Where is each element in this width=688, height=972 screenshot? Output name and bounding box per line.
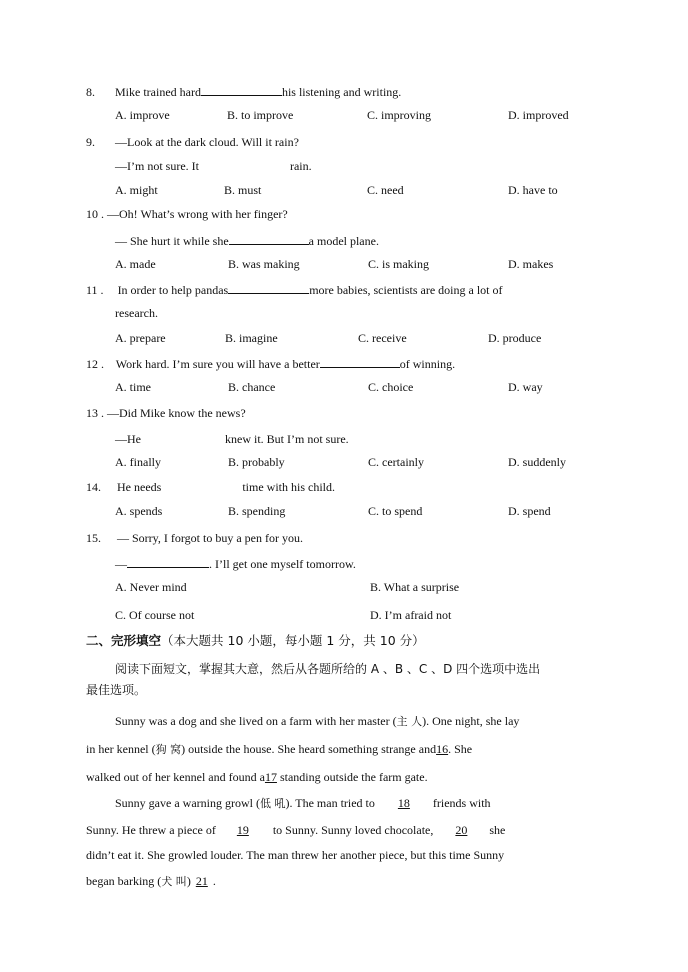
option-d[interactable]: D. produce bbox=[488, 331, 542, 345]
question-number: 15. bbox=[86, 531, 101, 545]
instruction-line1: 阅读下面短文，掌握其大意，然后从各题所给的 A 、B 、C 、D 四个选项中选出 bbox=[115, 662, 541, 676]
blank-18[interactable]: 18 bbox=[397, 796, 410, 810]
question-number: 11 . bbox=[86, 283, 104, 297]
question-number: 14. bbox=[86, 480, 101, 494]
question-text: — bbox=[115, 557, 127, 571]
option-c[interactable]: C. improving bbox=[367, 108, 432, 122]
question-text: —Look at the dark cloud. Will it rain? bbox=[115, 135, 299, 149]
passage-text: ). One night, she lay bbox=[422, 714, 520, 728]
option-b[interactable]: B. must bbox=[224, 183, 262, 197]
option-d[interactable]: D. makes bbox=[508, 257, 554, 271]
answer-blank[interactable] bbox=[229, 233, 309, 245]
question-text: He needs bbox=[117, 480, 162, 494]
passage-text: . She bbox=[448, 742, 473, 756]
question-13-line2 bbox=[115, 432, 349, 446]
question-11 bbox=[86, 282, 503, 297]
question-number: 13 . bbox=[86, 406, 104, 420]
passage-gloss: 犬 叫 bbox=[161, 875, 187, 888]
section-title: 二、完形填空 bbox=[86, 633, 162, 648]
passage-line bbox=[86, 742, 472, 757]
option-d[interactable]: D. I’m afraid not bbox=[370, 608, 452, 622]
option-b[interactable]: B. chance bbox=[228, 380, 276, 394]
blank-20[interactable]: 20 bbox=[455, 823, 468, 837]
option-a[interactable]: A. improve bbox=[115, 108, 170, 122]
passage-text: she bbox=[489, 823, 506, 837]
question-text: In order to help pandas bbox=[117, 283, 229, 297]
question-text: —Did Mike know the news? bbox=[107, 406, 246, 420]
option-a[interactable]: A. made bbox=[115, 257, 156, 271]
option-a[interactable]: A. Never mind bbox=[115, 580, 187, 594]
passage-line: didn’t eat it. She growled louder. The man threw her another piece, but this time Sunny bbox=[86, 848, 505, 862]
blank-19[interactable]: 19 bbox=[236, 823, 249, 837]
question-8 bbox=[86, 84, 401, 99]
option-a[interactable]: A. spends bbox=[115, 504, 163, 518]
question-13 bbox=[86, 406, 246, 420]
question-text: —He bbox=[115, 432, 141, 446]
passage-text: standing outside the farm gate. bbox=[279, 770, 428, 784]
option-c[interactable]: C. receive bbox=[358, 331, 407, 345]
question-number: 10 . bbox=[86, 207, 104, 221]
answer-blank[interactable] bbox=[320, 356, 400, 368]
question-text: Mike trained hard bbox=[115, 85, 201, 99]
question-10-line2 bbox=[115, 233, 379, 248]
question-text: — Sorry, I forgot to buy a pen for you. bbox=[117, 531, 303, 545]
option-c[interactable]: C. is making bbox=[368, 257, 430, 271]
option-d[interactable]: D. way bbox=[508, 380, 543, 394]
option-c[interactable]: C. to spend bbox=[368, 504, 423, 518]
option-a[interactable]: A. prepare bbox=[115, 331, 166, 345]
option-d[interactable]: D. suddenly bbox=[508, 455, 566, 469]
option-d[interactable]: D. improved bbox=[508, 108, 569, 122]
option-b[interactable]: B. probably bbox=[228, 455, 285, 469]
question-15-line2 bbox=[115, 556, 356, 571]
question-text: rain. bbox=[289, 159, 312, 173]
passage-text: Sunny was a dog and she lived on a farm with her master ( bbox=[115, 714, 397, 728]
passage-text: ). The man tried to bbox=[285, 796, 375, 810]
option-d[interactable]: D. have to bbox=[508, 183, 558, 197]
question-11-cont: research. bbox=[115, 306, 158, 320]
question-10 bbox=[86, 207, 288, 221]
question-number: 8. bbox=[86, 85, 95, 99]
passage-text: ) outside the house. She heard something strange and bbox=[181, 742, 437, 756]
passage-gloss: 低 吼 bbox=[259, 797, 286, 810]
passage-text: . bbox=[212, 874, 216, 888]
answer-blank[interactable] bbox=[127, 556, 209, 568]
passage-text: Sunny gave a warning growl ( bbox=[115, 796, 260, 810]
passage-line bbox=[86, 770, 428, 784]
option-c[interactable]: C. choice bbox=[368, 380, 414, 394]
option-a[interactable]: A. time bbox=[115, 380, 151, 394]
option-d[interactable]: D. spend bbox=[508, 504, 551, 518]
blank-17[interactable]: 17 bbox=[264, 770, 277, 784]
option-a[interactable]: A. might bbox=[115, 183, 158, 197]
question-9 bbox=[86, 135, 299, 149]
passage-line bbox=[86, 823, 505, 837]
option-c[interactable]: C. need bbox=[367, 183, 404, 197]
option-a[interactable]: A. finally bbox=[115, 455, 161, 469]
option-b[interactable]: B. was making bbox=[228, 257, 300, 271]
passage-text: began barking ( bbox=[86, 874, 162, 888]
section-heading bbox=[86, 634, 425, 648]
passage-text: walked out of her kennel and found a bbox=[86, 770, 265, 784]
question-12 bbox=[86, 356, 455, 371]
option-c[interactable]: C. certainly bbox=[368, 455, 424, 469]
question-number: 12 . bbox=[86, 357, 104, 371]
option-c[interactable]: C. Of course not bbox=[115, 608, 195, 622]
question-text: —I’m not sure. It bbox=[115, 159, 199, 173]
passage-gloss: 主 人 bbox=[396, 715, 423, 728]
question-text: his listening and writing. bbox=[281, 85, 402, 99]
option-b[interactable]: B. spending bbox=[228, 504, 286, 518]
blank-16[interactable]: 16 bbox=[436, 742, 449, 756]
question-text: knew it. But I’m not sure. bbox=[225, 432, 349, 446]
question-text: of winning. bbox=[399, 357, 456, 371]
passage-text: friends with bbox=[432, 796, 491, 810]
question-text: time with his child. bbox=[242, 480, 335, 494]
question-text: Work hard. I’m sure you will have a better bbox=[115, 357, 320, 371]
passage-text: ) bbox=[186, 874, 191, 888]
question-14 bbox=[86, 480, 335, 494]
question-text: —Oh! What’s wrong with her finger? bbox=[107, 207, 288, 221]
passage-line bbox=[86, 874, 216, 889]
passage-text: Sunny. He threw a piece of bbox=[86, 823, 216, 837]
question-text: — She hurt it while she bbox=[115, 234, 229, 248]
question-number: 9. bbox=[86, 135, 95, 149]
section-note: （本大题共 10 小题，每小题 1 分，共 10 分） bbox=[161, 633, 425, 648]
passage-line bbox=[115, 714, 519, 729]
passage-text: in her kennel ( bbox=[86, 742, 156, 756]
passage-gloss: 狗 窝 bbox=[155, 743, 182, 756]
question-text: . I’ll get one myself tomorrow. bbox=[209, 557, 356, 571]
question-text: more babies, scientists are doing a lot of bbox=[309, 283, 503, 297]
question-15 bbox=[86, 531, 303, 545]
instruction-line2: 最佳选项。 bbox=[86, 683, 147, 697]
blank-21[interactable]: 21 bbox=[195, 874, 208, 888]
passage-line bbox=[115, 796, 491, 811]
option-b[interactable]: B. imagine bbox=[225, 331, 278, 345]
question-9-line2 bbox=[115, 159, 312, 173]
option-b[interactable]: B. to improve bbox=[227, 108, 294, 122]
question-text: a model plane. bbox=[308, 234, 379, 248]
answer-blank[interactable] bbox=[201, 84, 282, 96]
answer-blank[interactable] bbox=[228, 282, 309, 294]
option-b[interactable]: B. What a surprise bbox=[370, 580, 460, 594]
passage-text: to Sunny. Sunny loved chocolate, bbox=[272, 823, 434, 837]
